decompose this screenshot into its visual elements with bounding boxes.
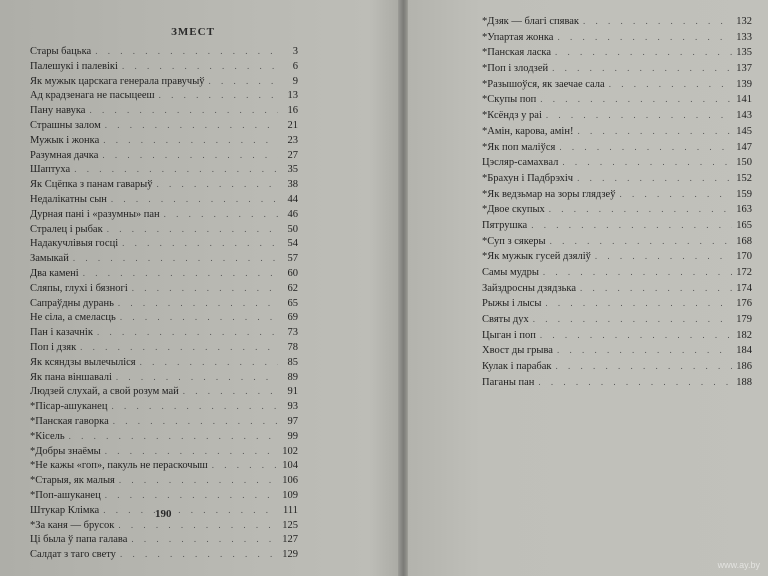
contents-entry bbox=[482, 32, 752, 48]
contents-entry bbox=[30, 46, 298, 61]
dot-leader bbox=[159, 90, 278, 100]
entry-page: 35 bbox=[287, 164, 298, 176]
entry-page: 137 bbox=[736, 63, 752, 75]
dot-leader bbox=[183, 386, 278, 396]
entry-page: 163 bbox=[736, 204, 752, 216]
entry-page: 73 bbox=[287, 327, 298, 339]
dot-leader bbox=[549, 204, 732, 214]
dot-leader bbox=[97, 327, 278, 337]
dot-leader bbox=[122, 238, 278, 248]
entry-title: Як Сцёпка з панам гаварыў bbox=[30, 179, 153, 191]
entry-page: 78 bbox=[287, 341, 298, 353]
dot-leader bbox=[74, 164, 278, 174]
dot-leader bbox=[103, 135, 278, 145]
dot-leader bbox=[103, 505, 278, 515]
dot-leader bbox=[120, 549, 278, 559]
dot-leader bbox=[557, 32, 732, 42]
dot-leader bbox=[577, 126, 732, 136]
entry-title: Салдат з таго свету bbox=[30, 549, 116, 561]
entry-title: Людзей слухай, а свой розум май bbox=[30, 386, 179, 398]
entry-page: 132 bbox=[736, 16, 752, 27]
entry-page: 65 bbox=[287, 297, 298, 309]
contents-title: ЗМЕСТ bbox=[171, 26, 215, 38]
contents-entry bbox=[30, 386, 298, 401]
entry-title: Самы мудры bbox=[482, 267, 539, 278]
dot-leader bbox=[83, 268, 278, 278]
contents-entry bbox=[482, 189, 752, 205]
dot-leader bbox=[111, 194, 278, 204]
contents-entry bbox=[482, 173, 752, 189]
entry-title: *За каня — брусок bbox=[30, 519, 115, 531]
entry-title: Як ксяндзы вылечыліся bbox=[30, 356, 136, 368]
entry-title: Як пана віншавалі bbox=[30, 371, 112, 383]
dot-leader bbox=[111, 401, 278, 411]
contents-entry bbox=[482, 204, 752, 220]
contents-entry bbox=[30, 298, 298, 313]
dot-leader bbox=[73, 253, 278, 263]
contents-entry bbox=[482, 94, 752, 110]
entry-page: 159 bbox=[736, 188, 752, 200]
dot-leader bbox=[118, 298, 278, 308]
entry-page: 150 bbox=[736, 157, 752, 169]
entry-page: 139 bbox=[736, 78, 752, 90]
contents-entry bbox=[30, 253, 298, 268]
contents-entry bbox=[482, 345, 752, 361]
entry-title: Дурная пані і «разумны» пан bbox=[30, 208, 160, 220]
contents-entry bbox=[30, 61, 298, 76]
entry-page: 44 bbox=[287, 193, 298, 205]
entry-page: 147 bbox=[736, 141, 752, 153]
entry-page: 57 bbox=[287, 253, 298, 265]
contents-entry bbox=[30, 534, 298, 549]
entry-page: 143 bbox=[736, 110, 752, 122]
entry-title: Стралец і рыбак bbox=[30, 223, 103, 235]
dot-leader bbox=[132, 283, 278, 293]
contents-entry bbox=[30, 490, 298, 505]
dot-leader bbox=[164, 209, 278, 219]
entry-title: Рыжы і лысы bbox=[482, 298, 542, 310]
dot-leader bbox=[120, 312, 278, 322]
entry-title: Цыган і поп bbox=[482, 329, 536, 341]
contents-entry bbox=[30, 549, 298, 564]
dot-leader bbox=[156, 179, 278, 189]
dot-leader bbox=[119, 475, 278, 485]
right-page bbox=[408, 0, 768, 576]
entry-page: 89 bbox=[287, 371, 298, 383]
entry-title: Цэсляр-самахвал bbox=[482, 157, 559, 169]
watermark: www.ay.by bbox=[717, 560, 760, 570]
entry-page: 23 bbox=[287, 134, 298, 146]
dot-leader bbox=[538, 377, 732, 387]
entry-title: *Не кажы «гоп», пакуль не пераскочыш bbox=[30, 460, 208, 472]
contents-entry bbox=[482, 361, 752, 377]
entry-page: 170 bbox=[736, 251, 752, 263]
dot-leader bbox=[105, 120, 278, 130]
entry-page: 168 bbox=[736, 235, 752, 247]
entry-title: Сапраўдны дурань bbox=[30, 297, 114, 309]
dot-leader bbox=[116, 372, 278, 382]
dot-leader bbox=[562, 157, 732, 167]
contents-entry bbox=[482, 298, 752, 314]
contents-entry bbox=[30, 283, 298, 298]
dot-leader bbox=[118, 520, 278, 530]
entry-title: *Поп-ашуканец bbox=[30, 489, 101, 501]
entry-title: *Поп і злодзей bbox=[482, 63, 549, 75]
entry-page: 21 bbox=[287, 119, 298, 131]
entry-page: 127 bbox=[282, 534, 298, 546]
entry-page: 125 bbox=[282, 519, 298, 531]
contents-entry bbox=[30, 431, 298, 446]
entry-title: Недалікатны сын bbox=[30, 193, 107, 205]
entry-title: *Амін, карова, амін! bbox=[482, 125, 574, 137]
entry-title: *Суп з сякеры bbox=[482, 235, 546, 247]
contents-entry bbox=[30, 120, 298, 135]
dot-leader bbox=[555, 361, 732, 371]
dot-leader bbox=[209, 76, 278, 86]
entry-page: 46 bbox=[287, 208, 298, 220]
contents-entry bbox=[482, 126, 752, 142]
contents-entry bbox=[482, 47, 752, 63]
entry-page: 111 bbox=[283, 504, 298, 516]
entry-title: *Дзяк — благі спявак bbox=[482, 16, 580, 27]
page-number: 190 bbox=[155, 508, 172, 520]
entry-page: 172 bbox=[736, 267, 752, 278]
contents-entry bbox=[30, 327, 298, 342]
entry-title: *Як поп маліўся bbox=[482, 141, 556, 153]
contents-entry bbox=[30, 520, 298, 535]
entry-page: 99 bbox=[287, 430, 298, 442]
entry-title: Пану навука bbox=[30, 105, 86, 117]
entry-title: Штукар Клімка bbox=[30, 504, 100, 516]
entry-title: *Кісель bbox=[30, 430, 65, 442]
dot-leader bbox=[131, 534, 278, 544]
entry-title: Зайздросны дзядзька bbox=[482, 282, 577, 294]
dot-leader bbox=[555, 47, 732, 57]
contents-entry bbox=[482, 142, 752, 158]
contents-entry bbox=[482, 377, 752, 393]
dot-leader bbox=[102, 150, 278, 160]
dot-leader bbox=[540, 330, 732, 340]
entry-title: Шаптуха bbox=[30, 164, 71, 176]
dot-leader bbox=[105, 446, 278, 456]
entry-title: Страшны залом bbox=[30, 119, 101, 131]
entry-title: *Упартая жонка bbox=[482, 31, 554, 43]
entry-title: Кулак і парабак bbox=[482, 361, 552, 373]
contents-entry bbox=[30, 401, 298, 416]
entry-title: *Старыя, як малыя bbox=[30, 475, 115, 487]
dot-leader bbox=[552, 63, 732, 73]
contents-entry bbox=[30, 76, 298, 91]
contents-entry bbox=[482, 110, 752, 126]
entry-page: 97 bbox=[287, 415, 298, 427]
dot-leader bbox=[113, 416, 278, 426]
contents-entry bbox=[30, 312, 298, 327]
entry-title: Як мужык царскага генерала правучыў bbox=[30, 75, 205, 87]
entry-title: Мужык і жонка bbox=[30, 134, 100, 146]
contents-entry bbox=[30, 460, 298, 475]
contents-entry bbox=[482, 251, 752, 267]
dot-leader bbox=[619, 189, 732, 199]
entry-title: *Разышоўся, як заечае сала bbox=[482, 78, 605, 90]
entry-title: *Добры знаёмы bbox=[30, 445, 101, 457]
contents-entry bbox=[482, 16, 752, 32]
contents-entry bbox=[30, 224, 298, 239]
entry-title: *Скупы поп bbox=[482, 94, 537, 106]
contents-entry bbox=[30, 135, 298, 150]
entry-page: 16 bbox=[287, 105, 298, 117]
contents-entry bbox=[482, 220, 752, 236]
dot-leader bbox=[122, 61, 278, 71]
entry-title: Сляпы, глухі і бязногі bbox=[30, 282, 128, 294]
contents-entry bbox=[30, 357, 298, 372]
entry-title: Стары бацька bbox=[30, 46, 92, 57]
contents-entry bbox=[30, 416, 298, 431]
entry-page: 91 bbox=[287, 386, 298, 398]
contents-list-right bbox=[482, 16, 752, 393]
entry-title: Святы дух bbox=[482, 314, 529, 326]
dot-leader bbox=[543, 267, 732, 277]
dot-leader bbox=[531, 220, 732, 230]
entry-title: Поп і дзяк bbox=[30, 341, 77, 353]
entry-title: *Брахун і Падбрэхіч bbox=[482, 172, 574, 184]
entry-page: 60 bbox=[287, 267, 298, 279]
entry-title: *Панская гаворка bbox=[30, 415, 109, 427]
dot-leader bbox=[557, 345, 732, 355]
contents-list-left bbox=[30, 46, 298, 564]
dot-leader bbox=[140, 357, 278, 367]
contents-entry bbox=[482, 236, 752, 252]
contents-entry bbox=[30, 179, 298, 194]
entry-page: 179 bbox=[736, 314, 752, 326]
entry-title: Ці была ў папа галава bbox=[30, 534, 128, 546]
entry-page: 176 bbox=[736, 298, 752, 310]
dot-leader bbox=[89, 105, 278, 115]
entry-page: 109 bbox=[282, 489, 298, 501]
contents-entry bbox=[482, 63, 752, 79]
entry-page: 69 bbox=[287, 312, 298, 324]
dot-leader bbox=[95, 46, 278, 56]
contents-entry bbox=[482, 330, 752, 346]
entry-page: 186 bbox=[736, 361, 752, 373]
contents-entry bbox=[482, 267, 752, 283]
contents-entry bbox=[482, 314, 752, 330]
entry-title: *Панская ласка bbox=[482, 47, 551, 59]
contents-entry bbox=[482, 79, 752, 95]
contents-entry bbox=[30, 475, 298, 490]
entry-title: Ад крадзенага не пасыцееш bbox=[30, 90, 155, 102]
entry-title: *Двое скупых bbox=[482, 204, 545, 216]
entry-page: 3 bbox=[292, 46, 298, 57]
contents-entry bbox=[30, 446, 298, 461]
entry-page: 188 bbox=[736, 376, 752, 388]
entry-title: Палешукі і палевікі bbox=[30, 60, 118, 72]
entry-page: 165 bbox=[736, 219, 752, 231]
contents-entry bbox=[30, 194, 298, 209]
entry-page: 13 bbox=[287, 90, 298, 102]
contents-entry bbox=[30, 150, 298, 165]
contents-entry bbox=[30, 372, 298, 387]
entry-page: 141 bbox=[736, 94, 752, 106]
contents-entry bbox=[30, 268, 298, 283]
dot-leader bbox=[545, 298, 732, 308]
contents-entry bbox=[30, 90, 298, 105]
entry-page: 85 bbox=[287, 356, 298, 368]
dot-leader bbox=[69, 431, 278, 441]
contents-entry bbox=[482, 157, 752, 173]
dot-leader bbox=[105, 490, 278, 500]
dot-leader bbox=[595, 251, 732, 261]
entry-page: 145 bbox=[736, 125, 752, 137]
dot-leader bbox=[577, 173, 732, 183]
entry-page: 27 bbox=[287, 149, 298, 161]
entry-title: Разумная дачка bbox=[30, 149, 99, 161]
entry-title: Два камені bbox=[30, 267, 79, 279]
dot-leader bbox=[107, 224, 278, 234]
dot-leader bbox=[533, 314, 732, 324]
entry-page: 174 bbox=[736, 282, 752, 294]
entry-page: 106 bbox=[282, 475, 298, 487]
entry-page: 93 bbox=[287, 401, 298, 413]
entry-title: Не сіла, а смеласць bbox=[30, 312, 116, 324]
contents-entry bbox=[30, 342, 298, 357]
entry-title: *Ксёндз у раі bbox=[482, 110, 542, 122]
entry-title: *Як мужык гусей дзяліў bbox=[482, 251, 591, 263]
dot-leader bbox=[583, 16, 732, 26]
entry-page: 104 bbox=[282, 460, 298, 472]
entry-page: 62 bbox=[287, 282, 298, 294]
entry-page: 182 bbox=[736, 329, 752, 341]
entry-page: 54 bbox=[287, 238, 298, 250]
entry-title: Пан і казачнік bbox=[30, 327, 93, 339]
contents-entry bbox=[482, 283, 752, 299]
entry-title: Надакучлівыя госці bbox=[30, 238, 119, 250]
entry-page: 9 bbox=[292, 75, 298, 87]
entry-page: 50 bbox=[287, 223, 298, 235]
entry-page: 135 bbox=[736, 47, 752, 59]
contents-entry bbox=[30, 164, 298, 179]
entry-page: 184 bbox=[736, 345, 752, 357]
entry-title: Хвост ды грыва bbox=[482, 345, 553, 357]
entry-title: *Як ведзьмар на зоры глядзеў bbox=[482, 188, 616, 200]
entry-title: *Пісар-ашуканец bbox=[30, 401, 108, 413]
dot-leader bbox=[80, 342, 278, 352]
entry-title: Замыкай bbox=[30, 253, 69, 265]
entry-page: 129 bbox=[282, 549, 298, 561]
contents-entry bbox=[30, 105, 298, 120]
entry-page: 102 bbox=[282, 445, 298, 457]
entry-page: 6 bbox=[292, 60, 298, 72]
dot-leader bbox=[540, 94, 732, 104]
entry-page: 152 bbox=[736, 172, 752, 184]
entry-page: 133 bbox=[736, 31, 752, 43]
entry-title: Пятрушка bbox=[482, 219, 528, 231]
contents-entry bbox=[30, 209, 298, 224]
dot-leader bbox=[546, 110, 732, 120]
entry-title: Паганы пан bbox=[482, 376, 535, 388]
dot-leader bbox=[580, 283, 732, 293]
entry-page: 38 bbox=[287, 179, 298, 191]
dot-leader bbox=[550, 236, 732, 246]
contents-entry bbox=[30, 238, 298, 253]
dot-leader bbox=[559, 142, 732, 152]
dot-leader bbox=[609, 79, 732, 89]
dot-leader bbox=[212, 460, 278, 470]
